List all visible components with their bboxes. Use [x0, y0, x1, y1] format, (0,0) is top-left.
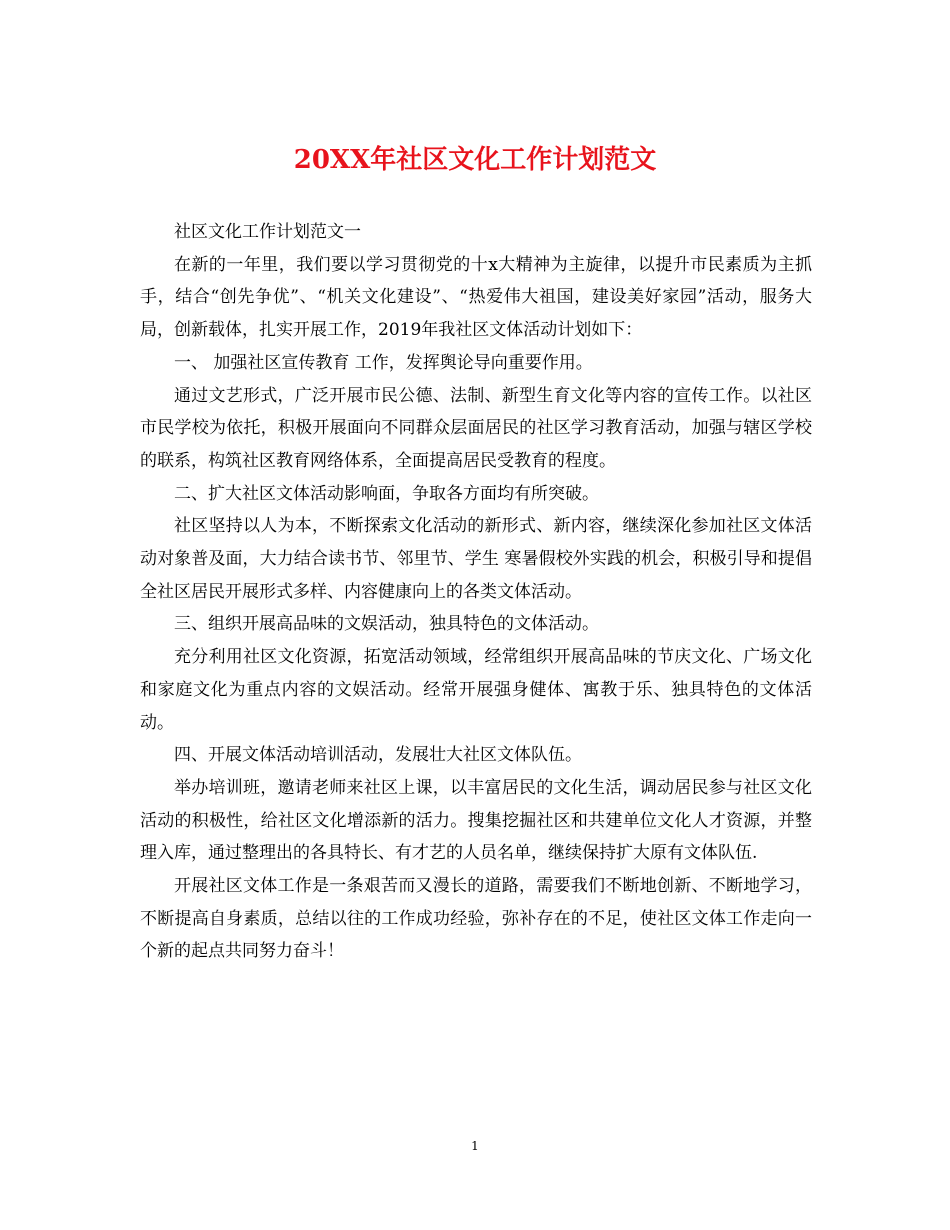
section-heading-2: 二、扩大社区文体活动影响面，争取各方面均有所突破。	[174, 483, 599, 504]
paragraph-section-1: 通过文艺形式，广泛开展市民公德、法制、新型生育文化等内容的宣传工作。以社区市民学校为依托，积极开展面向不同群众层面居民的社区学习教育活动，加强与辖区学校的联系，构筑社区教育网络体系，全面提高居民受教育的程度。	[140, 385, 812, 471]
document-body	[140, 216, 812, 968]
section-heading-1: 一、 加强社区宣传教育 工作，发挥舆论导向重要作用。	[174, 352, 593, 373]
paragraph-section-4: 举办培训班，邀请老师来社区上课，以丰富居民的文化生活，调动居民参与社区文化活动的积极性，给社区文化增添新的活力。搜集挖掘社区和共建单位文化人才资源，并整理入库，通过整理出的各具特长、有才艺的人员名单，继续保持扩大原有文体队伍.	[140, 777, 812, 864]
paragraph-section-2: 社区坚持以人为本，不断探索文化活动的新形式、新内容，继续深化参加社区文体活动对象普及面，大力结合读书节、邻里节、学生 寒暑假校外实践的机会，积极引导和提倡全社区居民开展形式多样、内容健康向上的各类文体活动。	[140, 516, 812, 602]
paragraph-conclusion: 开展社区文体工作是一条艰苦而又漫长的道路，需要我们不断地创新、不断地学习，不断提高自身素质，总结以往的工作成功经验，弥补存在的不足，使社区文体工作走向一个新的起点共同努力奋斗！	[140, 876, 812, 962]
page-title: 20XX年社区文化工作计划范文	[293, 145, 657, 175]
section-heading-3: 三、组织开展高品味的文娱活动，独具特色的文体活动。	[174, 614, 599, 635]
paragraph-intro: 在新的一年里，我们要以学习贯彻党的十x大精神为主旋律，以提升市民素质为主抓手，结合“创先争优”、“机关文化建设”、“热爱伟大祖国，建设美好家园”活动，服务大局，创新载体，扎实开展工作，2019年我社区文体活动计划如下：	[140, 254, 812, 341]
paragraph-subtitle: 社区文化工作计划范文一	[174, 222, 361, 242]
paragraph-section-3: 充分利用社区文化资源，拓宽活动领域，经常组织开展高品味的节庆文化、广场文化和家庭文化为重点内容的文娱活动。经常开展强身健体、寓教于乐、独具特色的文体活动。	[140, 647, 812, 733]
page-number: 1	[471, 1139, 479, 1153]
section-heading-4: 四、开展文体活动培训活动，发展壮大社区文体队伍。	[174, 745, 582, 766]
